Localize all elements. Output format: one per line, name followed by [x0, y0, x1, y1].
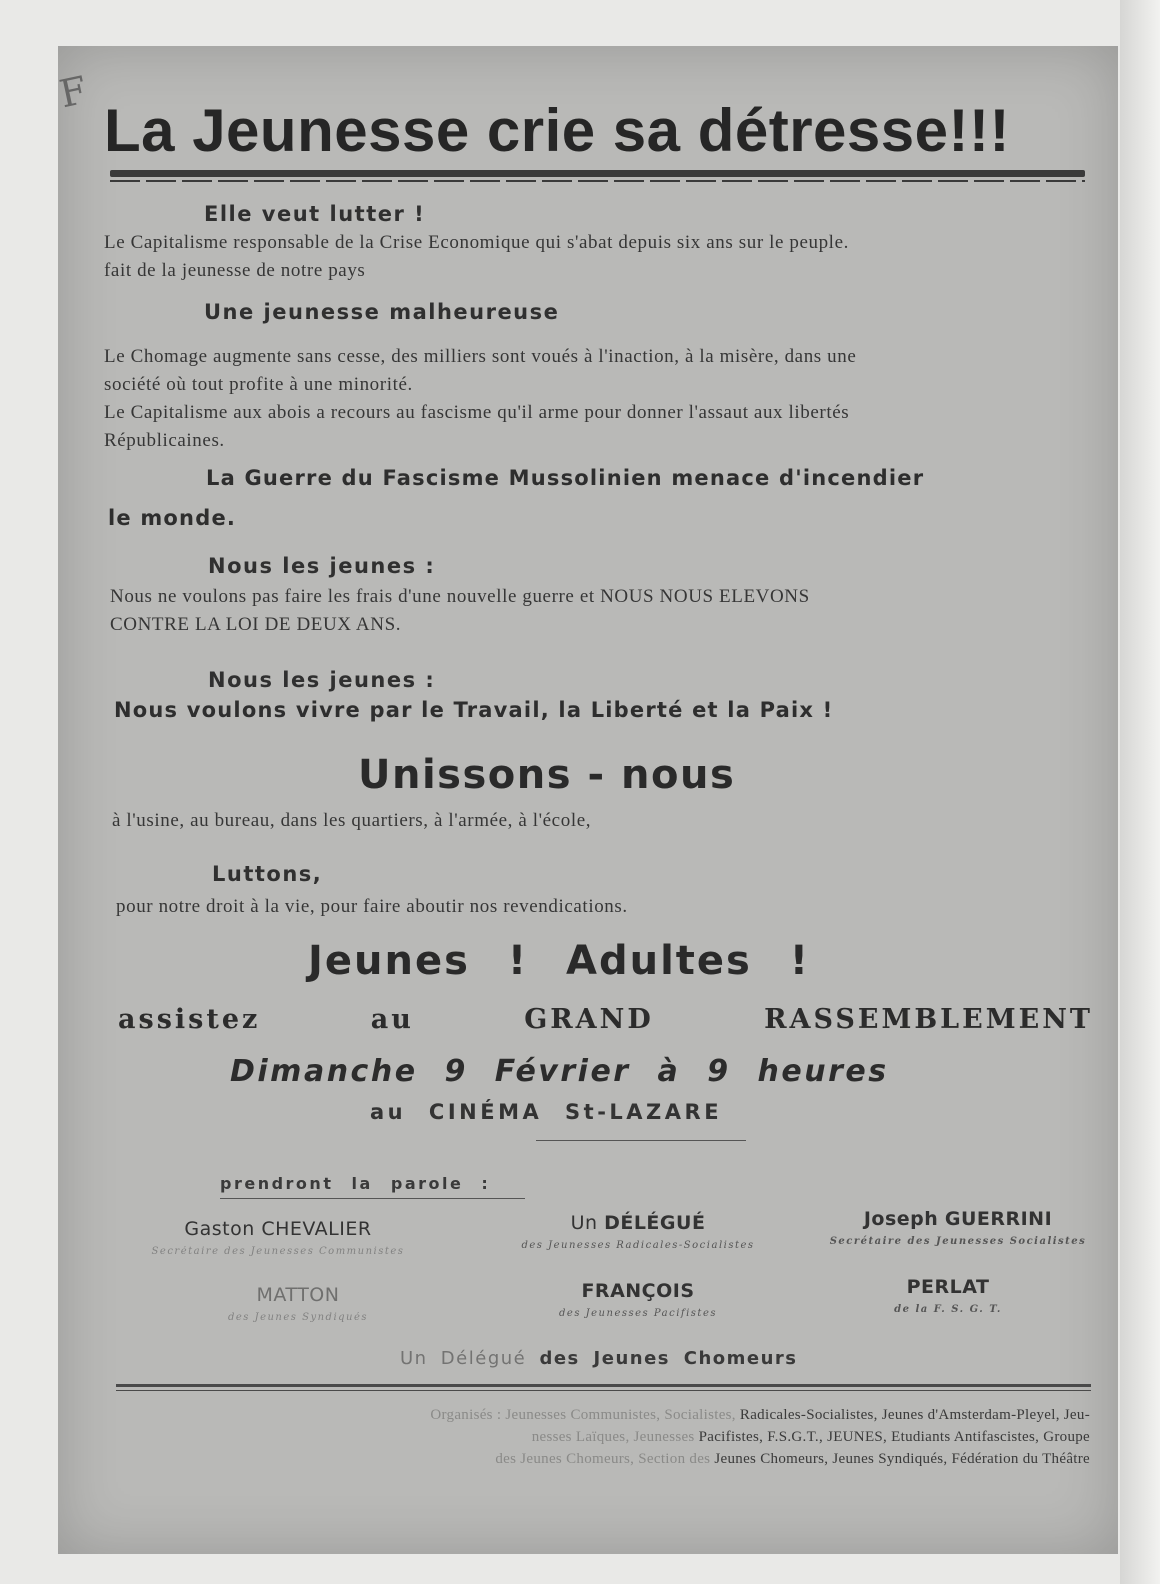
organizers-line: des Jeunes Chomeurs, Section des Jeunes Chomeurs, Jeunes Syndiqués, Fédération du Théâtre — [495, 1451, 1090, 1467]
unemployed-delegate — [400, 1348, 798, 1369]
footer-rule — [116, 1384, 1091, 1387]
speaker-role: des Jeunesses Radicales-Socialistes — [521, 1240, 755, 1251]
nous2-line: Nous voulons vivre par le Travail, la Liberté et la Paix ! — [114, 698, 834, 722]
speaker-matton — [158, 1284, 438, 1323]
speaker-role: des Jeunes Syndiqués — [227, 1312, 369, 1323]
speaker-last-name: PERLAT — [906, 1276, 990, 1298]
speaker-chevalier — [118, 1218, 438, 1257]
unissons-line: à l'usine, au bureau, dans les quartiers, à l'armée, à l'école, — [112, 810, 592, 831]
assistez-word: GRAND — [524, 1004, 654, 1035]
nous1-heading: Nous les jeunes : — [208, 554, 436, 578]
speakers-heading-rule — [220, 1198, 525, 1199]
speakers-heading: prendront la parole : — [220, 1174, 491, 1193]
speaker-last-name: FRANÇOIS — [581, 1280, 695, 1302]
unissons-heading: Unissons - nous — [358, 752, 736, 798]
event-date: Dimanche 9 Février à 9 heures — [230, 1054, 889, 1089]
speaker-role: Secrétaire des Jeunesses Communistes — [151, 1246, 405, 1257]
assistez-word: au — [370, 1004, 414, 1035]
speaker-last-name: DÉLÉGUÉ — [604, 1212, 706, 1234]
speaker-first-name: Gaston — [184, 1218, 255, 1240]
speaker-delegue — [498, 1212, 778, 1251]
corner-mark: F — [55, 67, 91, 117]
section2-line2: société où tout profite à une minorité. — [104, 374, 413, 395]
speaker-guerrini — [818, 1208, 1098, 1247]
section2-line4: Républicaines. — [104, 430, 225, 451]
footer-rule-thin — [116, 1390, 1091, 1391]
speaker-last-name: CHEVALIER — [261, 1218, 372, 1240]
speaker-role: des Jeunesses Pacifistes — [559, 1308, 717, 1319]
speaker-perlat — [808, 1276, 1088, 1315]
title-underline-dashed — [110, 180, 1085, 182]
title-underline — [110, 170, 1085, 177]
speaker-role: de la F. S. G. T. — [894, 1304, 1002, 1315]
ornament-rule — [536, 1140, 746, 1141]
delegate-group: des Jeunes Chomeurs — [539, 1348, 798, 1369]
speaker-last-name: MATTON — [256, 1284, 340, 1306]
poster — [55, 46, 1118, 1554]
nous1-line1: Nous ne voulons pas faire les frais d'une nouvelle guerre et NOUS NOUS ELEVONS — [110, 586, 810, 607]
speaker-first-name: Joseph — [863, 1208, 939, 1230]
section1-heading: Elle veut lutter ! — [204, 202, 426, 226]
section2-line3: Le Capitalisme aux abois a recours au fascisme qu'il arme pour donner l'assaut aux libertés — [104, 402, 850, 423]
speaker-role: Secrétaire des Jeunesses Socialistes — [829, 1236, 1087, 1247]
section1-line1: Le Capitalisme responsable de la Crise Economique qui s'abat depuis six ans sur le peuple. — [104, 232, 849, 253]
section1-line2: fait de la jeunesse de notre pays — [104, 260, 366, 281]
luttons-line: pour notre droit à la vie, pour faire aboutir nos revendications. — [116, 896, 628, 917]
organizers-list — [120, 1404, 1090, 1470]
luttons-heading: Luttons, — [212, 862, 323, 886]
section2-heading: Une jeunesse malheureuse — [204, 300, 560, 324]
speaker-last-name: GUERRINI — [944, 1208, 1053, 1230]
jeunes-adultes: Jeunes ! Adultes ! — [308, 938, 810, 984]
poster-title: La Jeunesse crie sa détresse!!! — [104, 97, 1010, 164]
war-line1: La Guerre du Fascisme Mussolinien menace d'incendier — [206, 466, 925, 490]
war-line2: le monde. — [108, 506, 237, 530]
speaker-first-name: Un — [570, 1212, 598, 1234]
assistez-line — [118, 1004, 1093, 1035]
organizers-line: Organisés : Jeunesses Communistes, Socialistes, Radicales-Socialistes, Jeunes d'Amsterdam-Pleyel, Jeu- — [430, 1407, 1090, 1423]
page-edge — [1120, 0, 1160, 1584]
event-venue: au CINÉMA St-LAZARE — [370, 1100, 723, 1124]
assistez-word: RASSEMBLEMENT — [764, 1004, 1093, 1035]
nous2-heading: Nous les jeunes : — [208, 668, 436, 692]
organizers-line: nesses Laïques, Jeunesses Pacifistes, F.S.G.T., JEUNES, Etudiants Antifascistes, Groupe — [531, 1429, 1090, 1445]
nous1-line2: CONTRE LA LOI DE DEUX ANS. — [110, 614, 402, 635]
speaker-francois — [498, 1280, 778, 1319]
delegate-prefix: Un Délégué — [400, 1348, 527, 1369]
section2-line1: Le Chomage augmente sans cesse, des milliers sont voués à l'inaction, à la misère, dans une — [104, 346, 857, 367]
assistez-word: assistez — [118, 1004, 261, 1035]
